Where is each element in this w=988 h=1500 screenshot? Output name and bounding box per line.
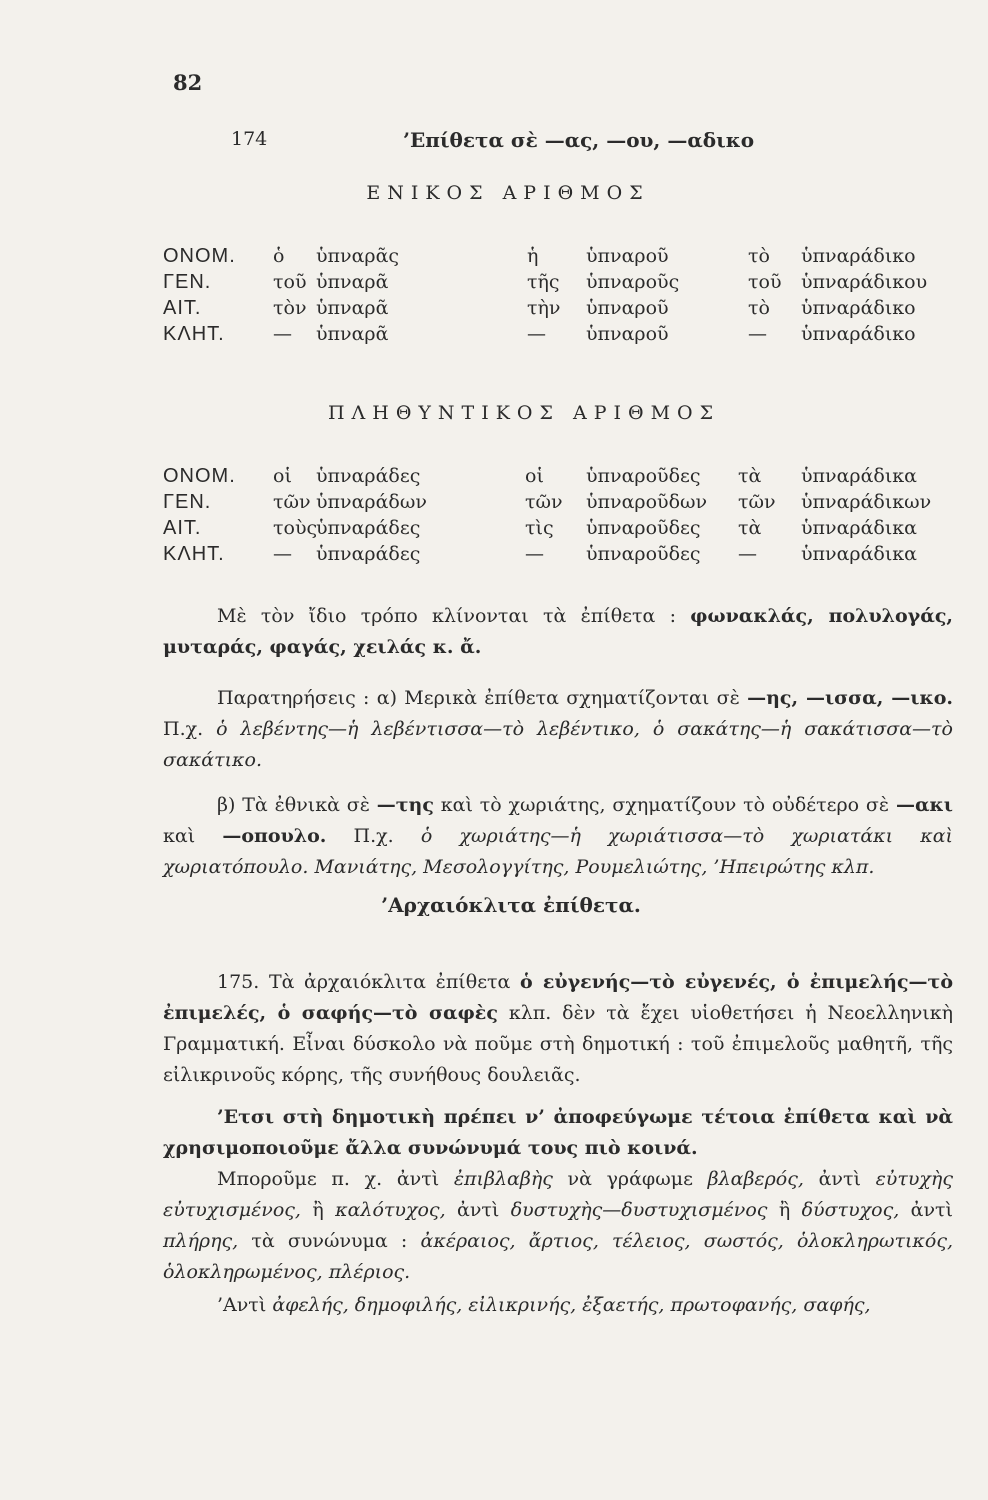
article-masc: τὸν (273, 297, 307, 319)
article-fem: — (525, 543, 544, 565)
case-label: ΚΛΗΤ. (163, 323, 225, 345)
form-fem: ὑπναροῦ (586, 245, 669, 267)
text-run: Μὲ τὸν ἴδιο τρόπο κλίνονται τὰ ἐπίθετα : (217, 605, 677, 627)
text-run: φωνακλάς, πολυλογάς, μυταράς, φαγάς, χειλάς κ. ἄ. (163, 605, 953, 658)
article-masc: τοῦ (273, 271, 307, 293)
form-neut: ὑπναράδικα (801, 517, 918, 539)
form-neut: ὑπναράδικο (801, 245, 916, 267)
text-run: κλπ. δὲν τὰ ἔχει υἱοθετήσει ἡ Νεοελληνικὴ Γραμματική. Εἶναι δύσκολο νὰ ποῦμε στὴ δημοτική : τοῦ ἐπιμελοῦς μαθητῆ, τῆς εἰλικρινοῦς κόρης, τῆς συνήθους δουλειᾶς. (163, 1002, 953, 1086)
article-neut: τῶν (738, 491, 776, 513)
paragraph-remarks-b (163, 790, 953, 883)
article-neut: τὰ (738, 517, 762, 539)
text-run: εὐτυχὴς εὐτυχισμένος, (163, 1168, 953, 1221)
plural-declension-table (0, 465, 988, 569)
article-masc: ὁ (273, 245, 285, 267)
case-label: ΟΝΟΜ. (163, 465, 236, 487)
form-fem: ὑπναροῦδων (586, 491, 708, 513)
form-neut: ὑπναράδικο (801, 323, 916, 345)
text-run: ἀντὶ (818, 1168, 861, 1190)
article-masc: — (273, 323, 292, 345)
text-run: καλότυχος, (335, 1199, 446, 1221)
article-fem: οἱ (525, 465, 544, 487)
form-neut: ὑπναράδικων (801, 491, 932, 513)
article-masc: οἱ (273, 465, 292, 487)
case-label: ΓΕΝ. (163, 491, 212, 513)
article-neut: τὸ (748, 297, 770, 319)
text-run: —οπουλο. (222, 825, 327, 847)
text-run: ἢ (312, 1199, 324, 1221)
article-masc: τῶν (273, 491, 311, 513)
subheading: ’Αρχαιόκλιτα ἐπίθετα. (381, 893, 641, 917)
text-run: ἀντὶ (457, 1199, 500, 1221)
text-run: ἀφελής, δημοφιλής, εἰλικρινής, ἐξαετής, πρωτοφανής, σαφής, (272, 1294, 871, 1316)
paragraph-synonyms (163, 1164, 953, 1288)
form-masc: ὑπναρᾶ (316, 297, 389, 319)
table-row (0, 323, 988, 349)
paragraph-similar-adjectives (163, 601, 953, 663)
text-run: καὶ (163, 825, 196, 847)
table-row (0, 517, 988, 543)
form-masc: ὑπναράδες (316, 465, 421, 487)
form-masc: ὑπναράδες (316, 543, 421, 565)
article-masc: τοὺς (273, 517, 318, 539)
text-run: —ακι (895, 794, 953, 816)
text-run: β) Τὰ ἐθνικὰ σὲ (217, 794, 370, 816)
form-neut: ὑπναράδικα (801, 543, 918, 565)
case-label: ΟΝΟΜ. (163, 245, 236, 267)
form-masc: ὑπναράδων (316, 491, 427, 513)
article-fem: τῶν (525, 491, 563, 513)
article-neut: τὸ (748, 245, 770, 267)
text-run: πλήρης, (163, 1230, 239, 1252)
singular-declension-table (0, 245, 988, 349)
form-fem: ὑπναροῦδες (586, 517, 701, 539)
text-run: Παρατηρήσεις : α) Μερικὰ ἐπίθετα σχηματίζονται σὲ (217, 687, 740, 709)
table-row (0, 491, 988, 517)
singular-heading: ΕΝΙΚΟΣ ΑΡΙΘΜΟΣ (366, 182, 650, 204)
article-masc: — (273, 543, 292, 565)
case-label: ΑΙΤ. (163, 297, 202, 319)
case-label: ΓΕΝ. (163, 271, 212, 293)
text-run: ’Αντὶ (217, 1294, 267, 1316)
section-number: 174 (231, 128, 268, 150)
page-number: 82 (173, 70, 203, 95)
case-label: ΑΙΤ. (163, 517, 202, 539)
form-masc: ὑπναράδες (316, 517, 421, 539)
text-run: ’Ετσι στὴ δημοτικὴ πρέπει ν’ ἀποφεύγωμε τέτοια ἐπίθετα καὶ νὰ χρησιμοποιοῦμε ἄλλα συνώνυμά τους πιὸ κοινά. (163, 1106, 953, 1159)
text-run: Π.χ. (353, 825, 394, 847)
text-run: νὰ γράφωμε (567, 1168, 693, 1190)
text-run: ἀκέραιος, ἄρτιος, τέλειος, σωστός, ὁλοκληρωτικός, ὁλοκληρωμένος, πλέριος. (163, 1230, 954, 1283)
text-run: ὁ λεβέντης—ἡ λεβέντισσα—τὸ λεβέντικο, ὁ σακάτης—ἡ σακάτισσα—τὸ σακάτικο. (163, 718, 953, 771)
case-label: ΚΛΗΤ. (163, 543, 225, 565)
form-fem: ὑπναροῦδες (586, 465, 701, 487)
paragraph-remarks-a (163, 683, 953, 776)
form-fem: ὑπναροῦ (586, 297, 669, 319)
text-run: ὁ εὐγενής—τὸ εὐγενές, ὁ ἐπιμελής—τὸ ἐπιμελές, ὁ σαφής—τὸ σαφὲς (163, 971, 954, 1024)
section-title: ’Επίθετα σὲ —ας, —ου, —αδικο (403, 128, 755, 152)
article-fem: τῆς (527, 271, 560, 293)
table-row (0, 297, 988, 323)
section-heading (0, 128, 988, 158)
article-fem: τὴν (527, 297, 561, 319)
form-fem: ὑπναροῦ (586, 323, 669, 345)
form-fem: ὑπναροῦδες (586, 543, 701, 565)
text-run: τὰ συνώνυμα : (251, 1230, 408, 1252)
paragraph-175 (163, 967, 953, 1091)
table-row (0, 543, 988, 569)
text-run: ἐπιβλαβὴς (453, 1168, 553, 1190)
text-run: Μποροῦμε π. χ. ἀντὶ (217, 1168, 440, 1190)
paragraph-instead (163, 1290, 953, 1321)
text-run: δυστυχὴς—δυστυχισμένος (510, 1199, 768, 1221)
article-neut: — (738, 543, 757, 565)
article-neut: — (748, 323, 767, 345)
article-fem: τὶς (525, 517, 554, 539)
article-neut: τοῦ (748, 271, 782, 293)
form-masc: ὑπναρᾶ (316, 323, 389, 345)
form-fem: ὑπναροῦς (586, 271, 680, 293)
text-run: ἢ (778, 1199, 791, 1221)
form-neut: ὑπναράδικα (801, 465, 918, 487)
text-run: δύστυχος, (801, 1199, 900, 1221)
table-row (0, 465, 988, 491)
text-run: ἀντὶ (910, 1199, 953, 1221)
form-masc: ὑπναρᾶ (316, 271, 389, 293)
table-row (0, 271, 988, 297)
plural-heading: ΠΛΗΘΥΝΤΙΚΟΣ ΑΡΙΘΜΟΣ (327, 402, 721, 424)
text-run: καὶ τὸ χωριάτης, σχηματίζουν τὸ οὐδέτερο σὲ (440, 794, 890, 816)
article-fem: ἡ (527, 245, 539, 267)
article-fem: — (527, 323, 546, 345)
form-masc: ὑπναρᾶς (316, 245, 400, 267)
text-run: Τὰ ἀρχαιόκλιτα ἐπίθετα (268, 971, 511, 993)
form-neut: ὑπναράδικου (801, 271, 928, 293)
text-run: βλαβερός, (707, 1168, 804, 1190)
text-run: Π.χ. (163, 718, 204, 740)
text-run: —ης, —ισσα, —ικο. (747, 687, 953, 709)
paragraph-emphasis (163, 1102, 953, 1164)
paragraph-number: 175. (217, 971, 260, 993)
text-run: —της (376, 794, 434, 816)
text-run: ὁ χωριάτης—ἡ χωριάτισσα—τὸ χωριατάκι καὶ χωριατόπουλο. Μανιάτης, Μεσολογγίτης, Ρουμελιώτης, ’Ηπειρώτης κλπ. (163, 825, 953, 878)
table-row (0, 245, 988, 271)
form-neut: ὑπναράδικο (801, 297, 916, 319)
article-neut: τὰ (738, 465, 762, 487)
